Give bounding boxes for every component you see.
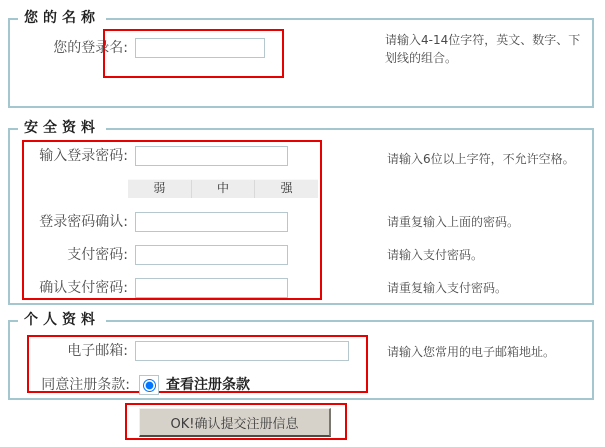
login-password-label: 输入登录密码: [39,148,128,164]
strength-weak-label: 弱 [153,181,166,195]
section-your-name-legend: 您的名称 [18,10,106,27]
terms-label: 同意注册条款: [41,377,130,393]
login-name-hint: 请输入4-14位字符，英文、数字、下划线的组合。 [385,33,581,65]
strength-strong-label: 强 [254,180,318,198]
email-input[interactable] [135,341,349,361]
login-password-hint: 请输入6位以上字符，不允许空格。 [387,152,575,166]
section-personal-legend: 个人资料 [18,312,106,329]
confirm-payment-password-label: 确认支付密码: [39,280,128,296]
password-strength-meter [128,179,318,198]
email-label: 电子邮箱: [67,343,128,359]
strength-medium-label: 中 [191,180,255,198]
agree-terms-radio-box [139,375,159,395]
payment-password-hint: 请输入支付密码。 [387,248,484,262]
submit-button[interactable]: OK!确认提交注册信息 [139,408,331,437]
agree-terms-radio[interactable] [143,379,156,392]
email-hint: 请输入您常用的电子邮箱地址。 [387,345,556,359]
login-password-input[interactable] [135,146,288,166]
confirm-login-password-label: 登录密码确认: [39,214,128,230]
confirm-login-password-input[interactable] [135,212,288,232]
login-name-input[interactable] [135,38,265,58]
confirm-payment-password-hint: 请重复输入支付密码。 [387,281,508,295]
view-terms-link[interactable]: 查看注册条款 [166,377,250,393]
section-security-legend: 安全资料 [18,120,106,137]
payment-password-input[interactable] [135,245,288,265]
login-name-label: 您的登录名: [53,40,128,56]
confirm-payment-password-input[interactable] [135,278,288,298]
confirm-login-password-hint: 请重复输入上面的密码。 [387,215,520,229]
payment-password-label: 支付密码: [67,247,128,263]
